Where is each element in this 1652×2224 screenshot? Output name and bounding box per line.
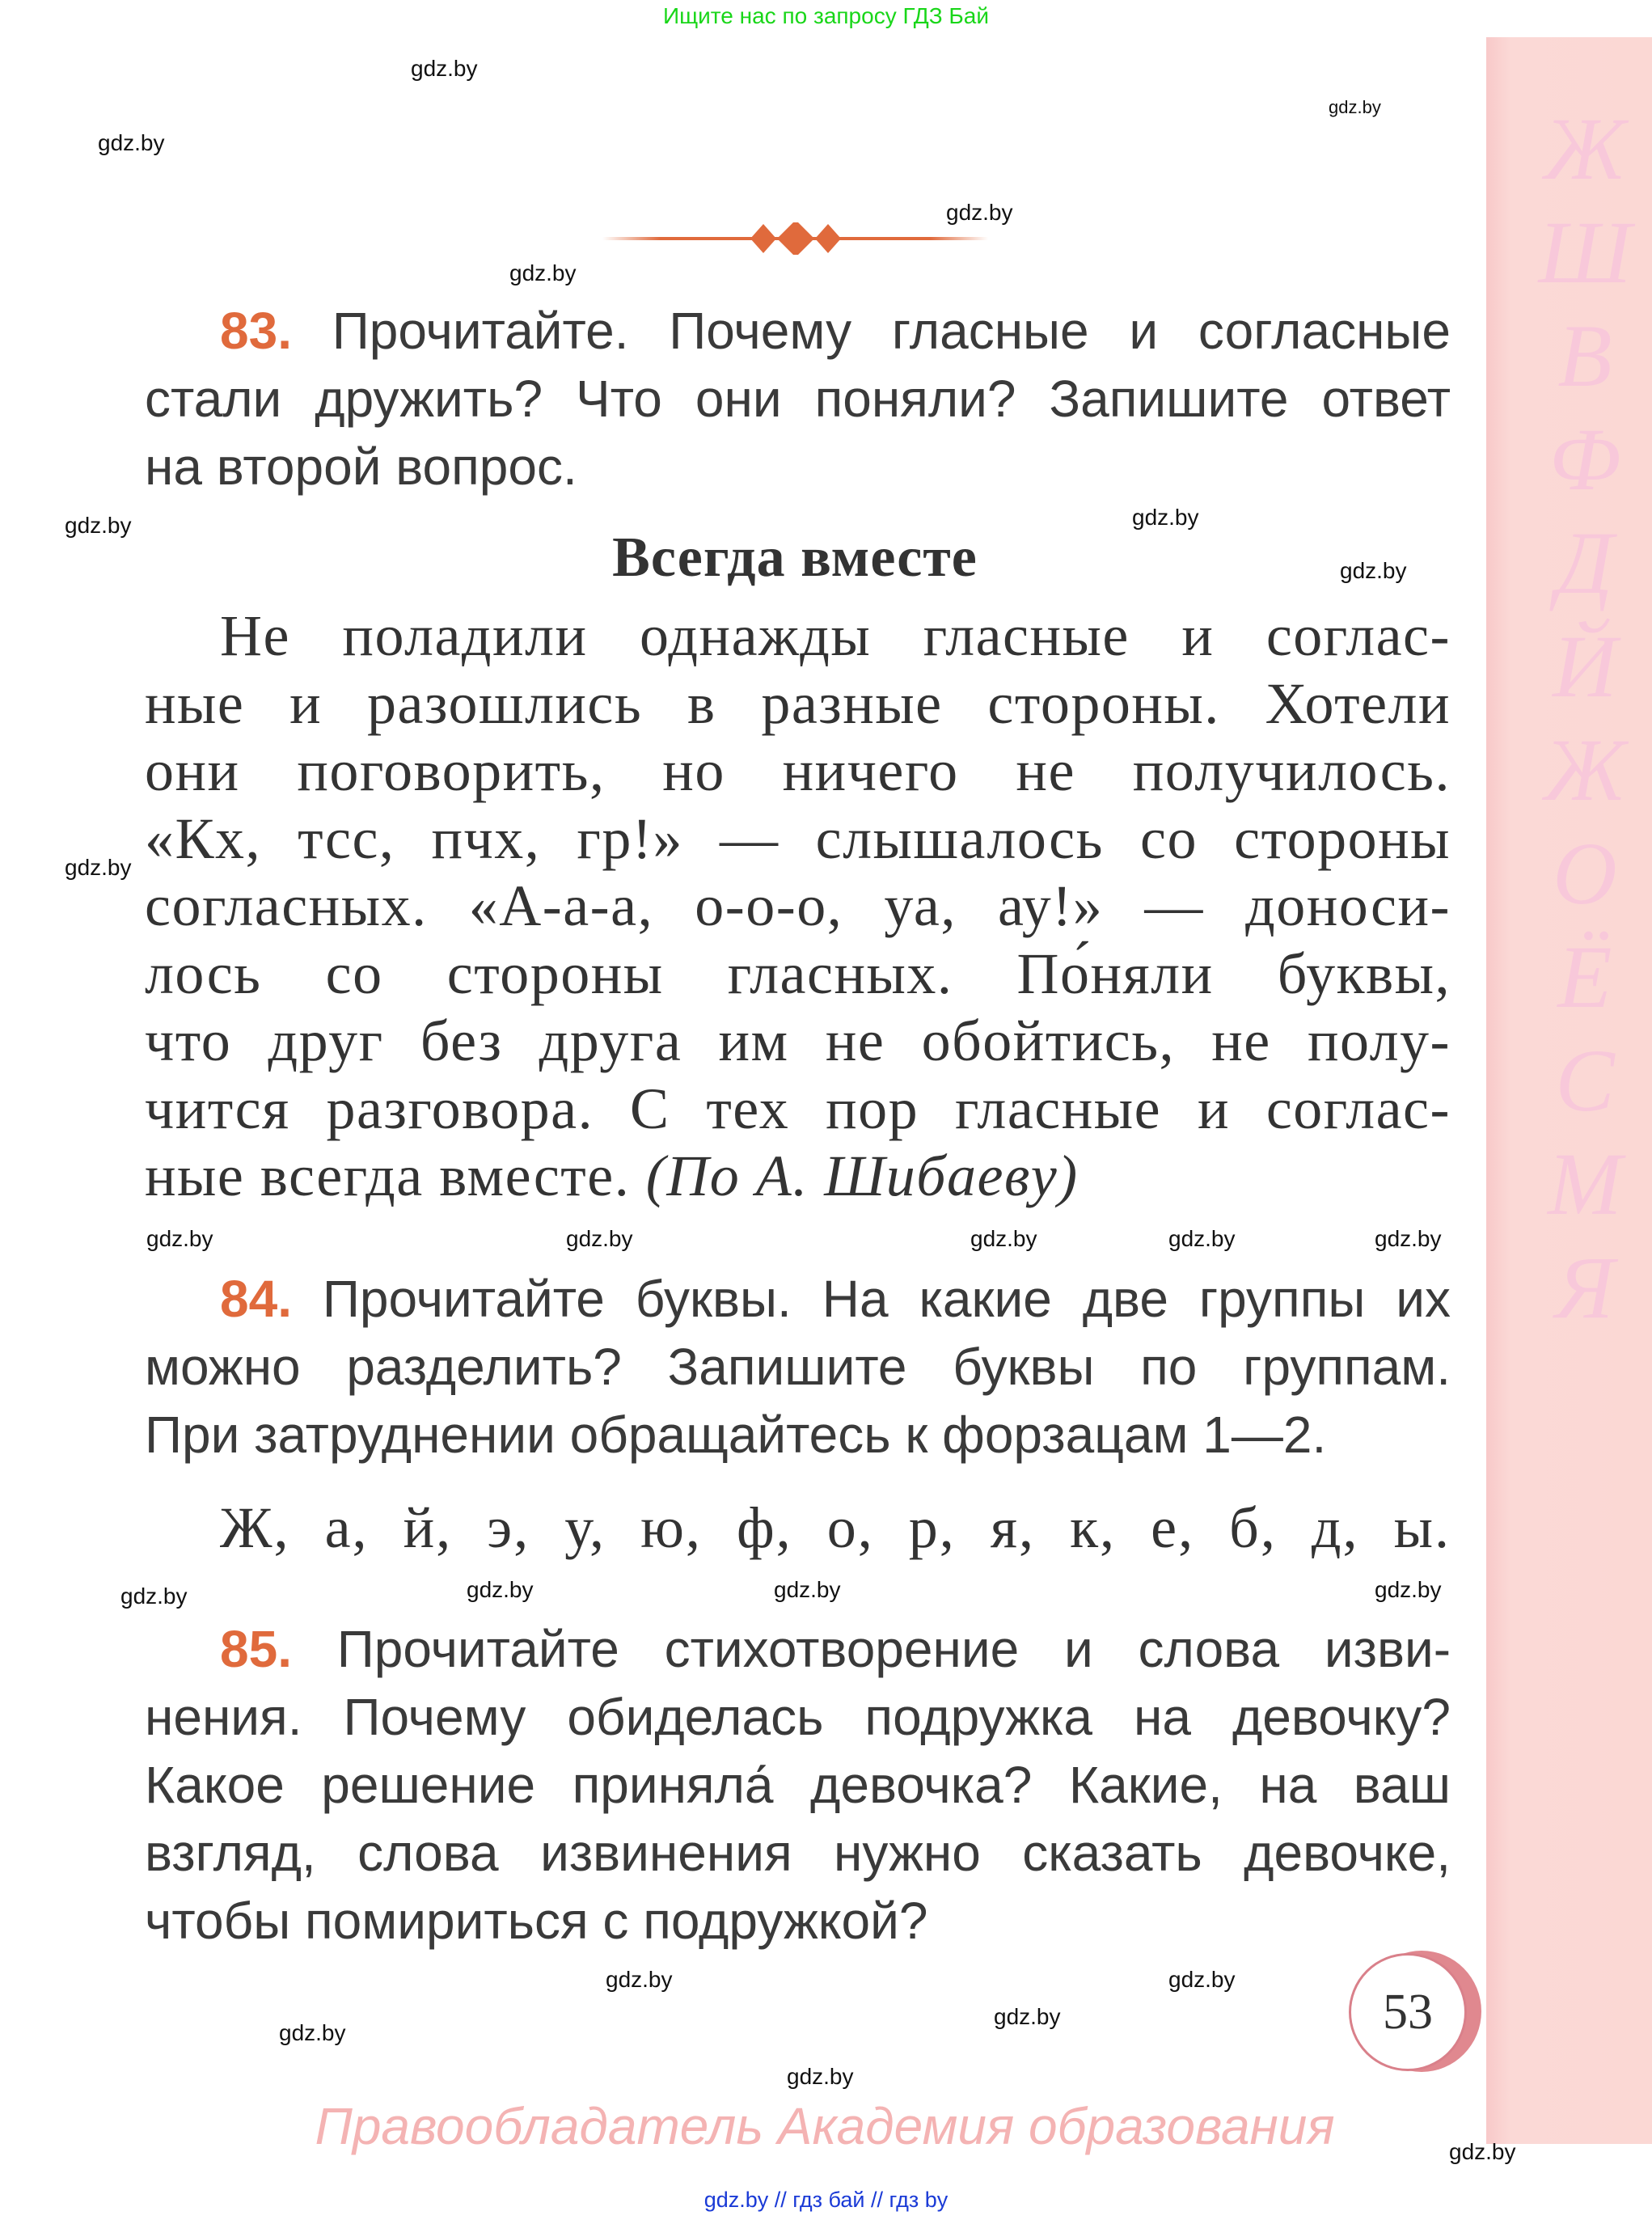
watermark: gdz.by [1329,97,1381,117]
letters-list [145,1494,1451,1562]
task-84-line: При затруднении обращайтесь к форзацам 1—2. [145,1406,1327,1464]
watermark: gdz.by [509,260,577,285]
watermark: gdz.by [566,1226,633,1251]
story-text [145,603,1451,1211]
task-83-line: стали дружить? Что они поняли? Запишите ответ [145,370,1451,428]
watermark: gdz.by [1375,1577,1442,1602]
watermark: gdz.by [1132,505,1199,530]
task-85-line: Какое решение приняла́ девочка? Какие, на ваш [145,1756,1451,1814]
search-banner[interactable]: Ищите нас по запросу ГДЗ Бай [662,3,990,28]
task-83-line: 83. Прочитайте. Почему гласные и согласные [220,302,1451,360]
watermark: gdz.by [411,56,478,81]
watermark: gdz.by [1340,558,1407,583]
watermark: gdz.by [1168,1226,1236,1251]
watermark: gdz.by [946,200,1013,225]
task-85-line: нения. Почему обиделась подружка на девочку? [145,1688,1451,1746]
task-83 [145,297,1451,501]
story-title: Всегда вместе [612,526,978,589]
watermark: gdz.by [146,1226,213,1251]
story-line: чится разговора. С тех пор гласные и соглас- [145,1076,1451,1141]
watermark: gdz.by [120,1583,188,1609]
ornament-divider [602,222,988,255]
task-85-line: чтобы помириться с подружкой? [145,1892,928,1950]
task-85-line: взгляд, слова извинения нужно сказать девочке, [145,1824,1451,1882]
watermark: gdz.by [65,513,132,538]
task-84-line: можно разделить? Запишите буквы по группам. [145,1338,1451,1396]
side-band-letters: ЖШВФДЙЖОЁСМЯ [1538,99,1632,1337]
story-line: лось со стороны гласных. По́няли буквы, [145,941,1451,1006]
watermark: gdz.by [970,1226,1037,1251]
story-line: что друг без друга им не обойтись, не полу- [145,1008,1451,1073]
story-line: они поговорить, но ничего не получилось. [145,738,1451,803]
task-84-line: 84. Прочитайте буквы. На какие две группы их [220,1270,1451,1328]
page-number-badge [1349,1951,1478,2077]
watermark: gdz.by [994,2004,1061,2029]
watermark: gdz.by [98,130,165,155]
task-85 [145,1615,1451,1955]
letters-line: Ж, а, й, э, у, ю, ф, о, р, я, к, е, б, д, ы. [220,1495,1451,1560]
watermark: gdz.by [606,1967,673,1992]
watermark: gdz.by [1375,1226,1442,1251]
story-author: (По А. Шибаеву) [645,1144,1079,1208]
story-line: согласных. «А-а-а, о-о-о, уа, ау!» — доноси- [145,873,1451,938]
story-line: Не поладили однажды гласные и соглас- [220,603,1451,668]
task-85-line: 85. Прочитайте стихотворение и слова изви- [220,1620,1451,1678]
watermark: gdz.by [279,2020,346,2045]
task-84 [145,1265,1451,1469]
task-number: 84. [220,1270,292,1328]
story-line: ные и разошлись в разные стороны. Хотели [145,670,1451,736]
task-83-line: на второй вопрос. [145,438,577,496]
watermark: gdz.by [1168,1967,1236,1992]
watermark: gdz.by [774,1577,841,1602]
watermark: gdz.by [65,855,132,880]
watermark: gdz.by [1449,2139,1516,2164]
story-line: ные всегда вместе. (По А. Шибаеву) [145,1144,1079,1208]
copyright-watermark: Правообладатель Академия образования [315,2097,1335,2155]
story-line: «Кх, тсс, пчх, гр!» — слышалось со стороны [145,805,1451,871]
watermark: gdz.by [467,1577,534,1602]
task-number: 85. [220,1620,292,1678]
footer-links[interactable]: gdz.by // гдз бай // гдз by [703,2188,949,2212]
page-number: 53 [1383,1985,1433,2040]
watermark: gdz.by [787,2064,854,2089]
task-number: 83. [220,302,292,360]
